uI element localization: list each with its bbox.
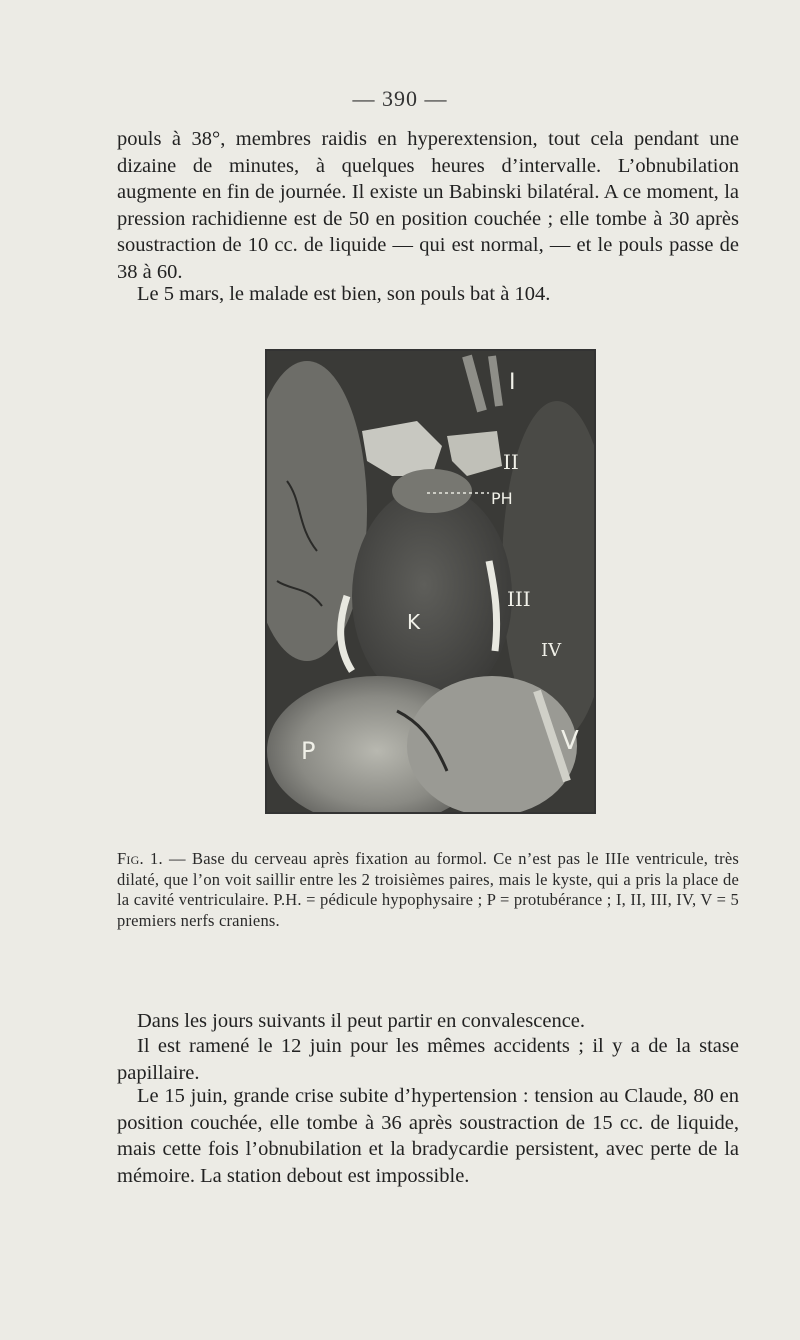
label-I: I xyxy=(509,370,516,395)
label-P: P xyxy=(301,737,316,765)
paragraph-1: pouls à 38°, membres raidis en hyperextension, tout cela pendant une dizaine de minutes, à quelques heures d’intervalle. L’obnubilation augmente en fin de journée. Il existe un Babinski bilatéral. A ce moment, la pression rachidienne est de 50 en position couchée ; elle tombe à 30 après soustraction de 10 cc. de liquide — qui est normal, — et le pouls passe de 38 à 60. xyxy=(117,128,739,283)
page-number: — 390 — xyxy=(352,86,448,111)
label-K: K xyxy=(407,610,421,634)
label-III: III xyxy=(507,587,531,611)
figure-caption-text: — Base du cerveau après fixation au formol. Ce n’est pas le IIIe ventricule, très dilaté, que l’on voit saillir entre les 2 troisièmes paires, mais le kyste, qui a pris la place de la cavité ventriculaire. P.H. = pédicule hypophysaire ; P = protubérance ; I, II, III, IV, V = 5 premiers nerfs craniens. xyxy=(117,849,740,930)
label-IV: IV xyxy=(541,640,562,661)
label-PH: PH xyxy=(491,489,513,508)
label-II: II xyxy=(503,450,519,474)
paragraph-3: Dans les jours suivants il peut partir en convalescence. xyxy=(137,1010,586,1032)
paragraph-2: Le 5 mars, le malade est bien, son pouls bat à 104. xyxy=(137,283,551,305)
paragraph-4: Il est ramené le 12 juin pour les mêmes accidents ; il y a de la stase papillaire. xyxy=(117,1035,739,1084)
label-V: V xyxy=(561,726,579,756)
figure-caption-label: Fig. 1. xyxy=(117,849,163,868)
brain-photograph xyxy=(265,349,596,814)
figure-caption xyxy=(117,849,739,931)
paragraph-5: Le 15 juin, grande crise subite d’hypertension : tension au Claude, 80 en position couchée, elle tombe à 36 après soustraction de 15 cc. de liquide, mais cette fois l’obnubilation et la bradycardie persistent, avec perte de la mémoire. La station debout est impossible. xyxy=(117,1085,739,1187)
brain-photograph-drawing xyxy=(267,351,594,812)
